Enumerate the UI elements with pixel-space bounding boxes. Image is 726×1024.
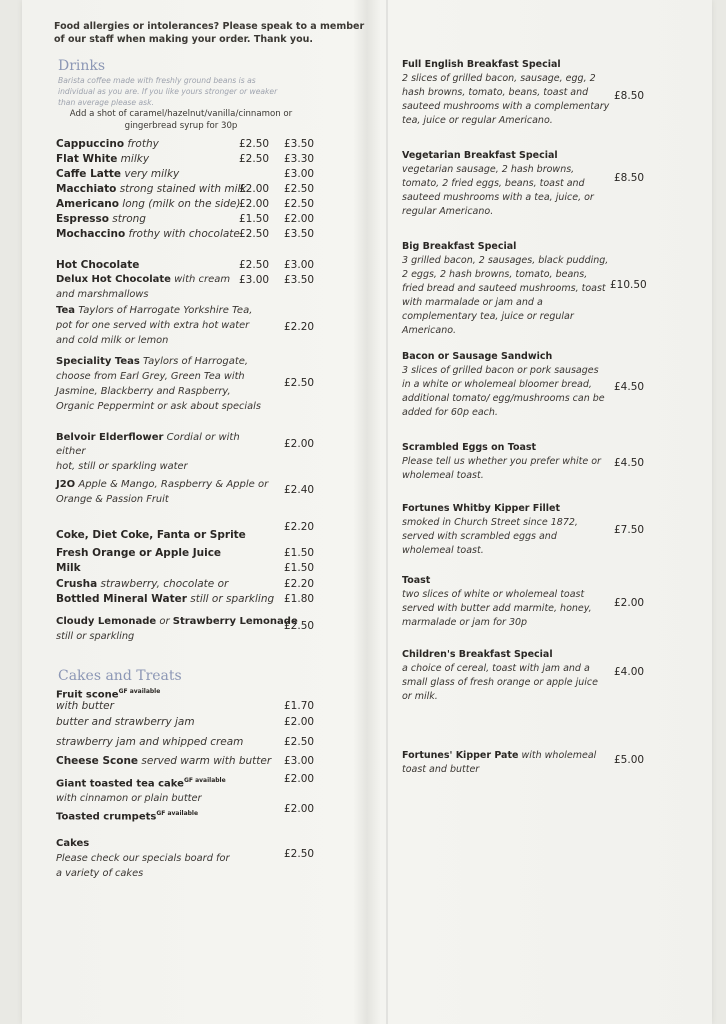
- drinks-intro-line-1: Barista coffee made with freshly ground beans is as: [58, 76, 256, 85]
- breakfast-desc-line: 2 slices of grilled bacon, sausage, egg, 2: [402, 73, 596, 84]
- drink-desc: strong stained with milk: [116, 183, 247, 195]
- breakfast-desc-line: wholemeal toast.: [402, 470, 484, 481]
- cake-name: Toasted crumpets: [56, 811, 157, 823]
- breakfast-title: Fortunes' Kipper Pate: [402, 750, 519, 761]
- breakfast-title: Vegetarian Breakfast Special: [402, 150, 558, 161]
- breakfast-desc-line: tea, juice or regular Americano.: [402, 115, 553, 126]
- breakfast-desc-line: with marmalade or jam and a: [402, 297, 543, 308]
- drink-name: Caffe Latte: [56, 168, 122, 180]
- add-shot-note: [56, 108, 306, 132]
- price-large: £3.50: [284, 228, 315, 240]
- drink-desc: still or sparkling: [186, 593, 275, 605]
- menu-sheet: [22, 0, 712, 1024]
- kipper-pate-item: [402, 749, 612, 777]
- price: £4.50: [614, 381, 645, 393]
- price: £5.00: [614, 754, 645, 766]
- breakfast-desc-line: or milk.: [402, 691, 438, 702]
- price: £1.50: [284, 562, 315, 574]
- drink-name: Cappuccino: [56, 138, 125, 150]
- price: £2.00: [284, 803, 315, 815]
- drink-name: Coke, Diet Coke, Fanta or Sprite: [56, 529, 246, 541]
- price: £2.00: [284, 438, 315, 450]
- drink-name: Crusha: [56, 578, 98, 590]
- allergy-note-line-1: Food allergies or intolerances? Please speak to a member: [54, 21, 365, 32]
- breakfast-desc-line: toast and butter: [402, 764, 480, 775]
- cake-name: Cheese Scone: [56, 755, 139, 767]
- price: £10.50: [610, 279, 647, 291]
- price: £3.00: [284, 755, 315, 767]
- lemonade-item: [56, 615, 301, 644]
- breakfast-desc-line: complementary tea, juice or regular: [402, 311, 574, 322]
- breakfast-desc-line: sauteed mushrooms with a tea, juice, or: [402, 192, 594, 203]
- price: £2.00: [284, 716, 315, 728]
- breakfast-desc: with wholemeal: [518, 750, 597, 761]
- breakfast-desc-line: additional tomato/ egg/mushrooms can be: [402, 393, 605, 404]
- breakfast-desc-line: hash browns, tomato, beans, toast and: [402, 87, 589, 98]
- breakfast-desc-line: 3 grilled bacon, 2 sausages, black pudding,: [402, 255, 609, 266]
- breakfast-title: Big Breakfast Special: [402, 241, 517, 252]
- breakfast-title: Bacon or Sausage Sandwich: [402, 351, 553, 362]
- breakfast-desc-line: 2 eggs, 2 hash browns, tomato, beans,: [402, 269, 588, 280]
- breakfast-desc-line: tomato, 2 fried eggs, beans, toast and: [402, 178, 585, 189]
- drinks-heading: Drinks: [58, 58, 106, 74]
- breakfast-title: Scrambled Eggs on Toast: [402, 442, 537, 453]
- drink-desc: strawberry, chocolate or: [97, 578, 229, 590]
- drink-name: Cloudy Lemonade: [56, 616, 157, 627]
- breakfast-item: [402, 502, 612, 558]
- allergy-note-line-2: of our staff when making your order. Thank you.: [54, 34, 313, 45]
- scone-option: with butter: [56, 700, 114, 712]
- price-large: £2.00: [284, 213, 315, 225]
- cakes-heading: Cakes and Treats: [58, 668, 182, 684]
- drink-name: Flat White: [56, 153, 118, 165]
- price: £2.20: [284, 521, 315, 533]
- allergy-note: [54, 20, 364, 46]
- breakfast-desc-line: smoked in Church Street since 1872,: [402, 517, 578, 528]
- breakfast-item: [402, 648, 612, 704]
- drink-desc: strong: [108, 213, 146, 225]
- drink-desc-line: hot, still or sparkling water: [56, 461, 188, 472]
- breakfast-desc-line: served with butter add marmite, honey,: [402, 603, 592, 614]
- drink-desc-line: still or sparkling: [56, 631, 135, 642]
- cake-name: Fruit scone: [56, 689, 119, 701]
- price-regular: £1.50: [239, 213, 270, 225]
- speciality-teas-item: [56, 355, 271, 414]
- drink-desc: Taylors of Harrogate Yorkshire Tea,: [75, 305, 253, 316]
- drink-desc-line: pot for one served with extra hot water: [56, 320, 250, 331]
- price-large: £3.50: [284, 138, 315, 150]
- price-regular: £3.00: [239, 274, 270, 286]
- tea-cake-item: [56, 774, 271, 806]
- breakfast-desc-line: wholemeal toast.: [402, 545, 484, 556]
- breakfast-item: [402, 350, 612, 420]
- gf-available-badge: GF available: [118, 688, 161, 695]
- drink-desc: frothy: [124, 138, 159, 150]
- price-large: £3.00: [284, 259, 315, 271]
- scone-option-row: [22, 736, 712, 750]
- price-regular: £2.00: [239, 198, 270, 210]
- price: £2.50: [284, 848, 315, 860]
- drink-desc-line: and cold milk or lemon: [56, 335, 169, 346]
- drink-desc: Cordial or with either: [56, 432, 240, 457]
- breakfast-item: [402, 441, 612, 483]
- drink-desc: very milky: [121, 168, 180, 180]
- drink-desc-line: and marshmallows: [56, 289, 149, 300]
- breakfast-desc-line: sauteed mushrooms with a complementary: [402, 101, 610, 112]
- price: £2.20: [284, 321, 315, 333]
- breakfast-desc-line: 3 slices of grilled bacon or pork sausages: [402, 365, 599, 376]
- price: £2.50: [284, 620, 315, 632]
- gf-available-badge: GF available: [183, 777, 226, 784]
- scone-option-row: [22, 716, 712, 730]
- breakfast-desc-line: marmalade or jam for 30p: [402, 617, 528, 628]
- drink-desc: milky: [117, 153, 150, 165]
- breakfast-desc-line: Americano.: [402, 325, 457, 336]
- drink-name: Americano: [56, 198, 119, 210]
- drinks-intro-line-3: than average please ask.: [58, 98, 154, 107]
- belvoir-item: [56, 431, 271, 474]
- price-large: £3.30: [284, 153, 315, 165]
- breakfast-item: [402, 58, 612, 128]
- price: £2.50: [284, 736, 315, 748]
- breakfast-title: Fortunes Whitby Kipper Fillet: [402, 503, 561, 514]
- price: £1.70: [284, 700, 315, 712]
- drink-name: Macchiato: [56, 183, 117, 195]
- price: £1.80: [284, 593, 315, 605]
- add-shot-line-2: gingerbread syrup for 30p: [124, 121, 238, 131]
- breakfast-title: Full English Breakfast Special: [402, 59, 561, 70]
- cake-desc-line: Please check our specials board for: [56, 853, 230, 864]
- breakfast-desc-line: a choice of cereal, toast with jam and a: [402, 663, 590, 674]
- scone-option: strawberry jam and whipped cream: [56, 736, 244, 748]
- price-large: £3.50: [284, 274, 315, 286]
- price-regular: £2.00: [239, 183, 270, 195]
- price: £2.40: [284, 484, 315, 496]
- breakfast-title: Children's Breakfast Special: [402, 649, 553, 660]
- cake-desc-line: a variety of cakes: [56, 868, 144, 879]
- breakfast-item: [402, 149, 612, 219]
- drink-name: Delux Hot Chocolate: [56, 274, 171, 285]
- add-shot-line-1: Add a shot of caramel/hazelnut/vanilla/cinnamon or: [69, 109, 293, 119]
- price: £1.50: [284, 547, 315, 559]
- drinks-intro: [58, 75, 308, 108]
- drink-name: Mochaccino: [56, 228, 126, 240]
- tea-item: [56, 304, 271, 348]
- drink-desc-line: Jasmine, Blackberry and Raspberry,: [56, 386, 231, 397]
- drink-desc: long (milk on the side): [118, 198, 241, 210]
- breakfast-title: Toast: [402, 575, 431, 586]
- price: £7.50: [614, 524, 645, 536]
- drink-or: or: [156, 616, 173, 627]
- breakfast-desc-line: regular Americano.: [402, 206, 494, 217]
- price-regular: £2.50: [239, 153, 270, 165]
- cake-desc: served warm with butter: [138, 755, 272, 767]
- cake-desc-line: with cinnamon or plain butter: [56, 793, 202, 805]
- drink-desc: Apple & Mango, Raspberry & Apple or: [75, 479, 269, 490]
- price-large: £2.50: [284, 183, 315, 195]
- drink-name: Espresso: [56, 213, 109, 225]
- breakfast-desc-line: Please tell us whether you prefer white or: [402, 456, 601, 467]
- price-regular: £2.50: [239, 259, 270, 271]
- price-regular: £2.50: [239, 138, 270, 150]
- drink-name: Speciality Teas: [56, 356, 140, 367]
- breakfast-desc-line: added for 60p each.: [402, 407, 498, 418]
- price-regular: £2.50: [239, 228, 270, 240]
- breakfast-desc-line: small glass of fresh orange or apple juice: [402, 677, 598, 688]
- price: £4.50: [614, 457, 645, 469]
- price: £2.50: [284, 377, 315, 389]
- drink-name: Fresh Orange or Apple Juice: [56, 547, 222, 559]
- cake-name: Giant toasted tea cake: [56, 778, 184, 790]
- price: £2.00: [614, 597, 645, 609]
- gf-available-badge: GF available: [156, 810, 199, 817]
- drink-name: Tea: [56, 305, 76, 316]
- drink-desc: Taylors of Harrogate,: [139, 356, 249, 367]
- drink-desc: with cream: [170, 274, 231, 285]
- cake-name: Cakes: [56, 838, 90, 849]
- breakfast-desc-line: fried bread and sauteed mushrooms, toast: [402, 283, 606, 294]
- drink-name: Belvoir Elderflower: [56, 432, 164, 443]
- j2o-item: [56, 478, 271, 507]
- breakfast-desc-line: served with scrambled eggs and: [402, 531, 557, 542]
- scone-option: butter and strawberry jam: [56, 716, 195, 728]
- drink-name: Bottled Mineral Water: [56, 593, 187, 605]
- drink-desc-line: Orange & Passion Fruit: [56, 494, 169, 505]
- drink-name: Milk: [56, 562, 81, 574]
- price-large: £2.50: [284, 198, 315, 210]
- breakfast-desc-line: two slices of white or wholemeal toast: [402, 589, 585, 600]
- drink-desc: frothy with chocolate: [125, 228, 240, 240]
- breakfast-desc-line: in a white or wholemeal bloomer bread,: [402, 379, 592, 390]
- breakfast-item: [402, 574, 612, 630]
- drinks-intro-line-2: individual as you are. If you like yours stronger or weaker: [58, 87, 278, 96]
- drink-name-2: Strawberry Lemonade: [172, 616, 298, 627]
- breakfast-desc-line: vegetarian sausage, 2 hash browns,: [402, 164, 575, 175]
- cakes-item: [56, 837, 271, 881]
- price-large: £3.00: [284, 168, 315, 180]
- breakfast-item: [402, 240, 612, 338]
- price: £8.50: [614, 172, 645, 184]
- drink-desc-line: choose from Earl Grey, Green Tea with: [56, 371, 245, 382]
- drink-name: J2O: [56, 479, 76, 490]
- price: £4.00: [614, 666, 645, 678]
- price: £2.20: [284, 578, 315, 590]
- price: £2.00: [284, 773, 315, 785]
- drink-desc-line: Organic Peppermint or ask about specials: [56, 401, 261, 412]
- crumpets-item: [56, 807, 271, 824]
- drink-name: Hot Chocolate: [56, 259, 140, 271]
- price: £8.50: [614, 90, 645, 102]
